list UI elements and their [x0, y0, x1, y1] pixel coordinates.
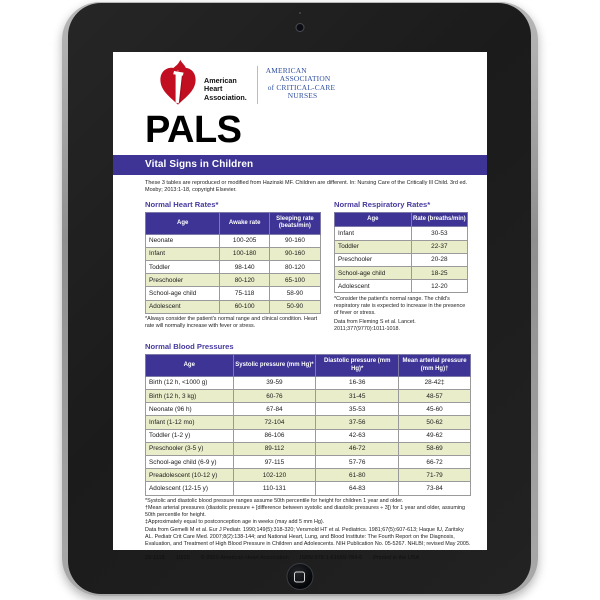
table-cell: 67-84: [233, 403, 316, 416]
blood-pressures-table: [145, 354, 471, 495]
table-cell: 61-80: [316, 469, 399, 482]
table-cell: 102-120: [233, 469, 316, 482]
table-row: [146, 247, 321, 260]
table-cell: Neonate: [146, 234, 220, 247]
aha-logo: [157, 58, 247, 107]
table-cell: 89-112: [233, 442, 316, 455]
table-cell: Preschooler (3-5 y): [146, 442, 234, 455]
heart-torch-icon: [157, 59, 199, 107]
blood-pressures-title: Normal Blood Pressures: [145, 342, 234, 352]
table-cell: 58-90: [269, 287, 320, 300]
text-line: American: [204, 76, 237, 86]
aha-logo-text: [204, 77, 247, 101]
table-cell: 20-28: [411, 253, 467, 266]
blood-pressures-footnotes: [145, 498, 471, 548]
table-cell: Adolescent: [146, 300, 220, 313]
respiratory-rates-section: [334, 200, 468, 333]
table-cell: Toddler: [146, 260, 220, 273]
heart-rates-section: [145, 200, 321, 333]
text-line: Data from Gemelli M et al. Eur J Pediatr. 1990;149(5):318-320; Versmold HT et al. Pediatrics. 1981;67(5):607-613; Haque IU, Zaritsky AL. Pediatr Crit Care Med. 2007;8(2):138-144; and National Heart, Lung, and Blood Institute: The Fourth Report on the Diagnosis, Evaluation, and Treatment of High Blood Pressure in Children and Adolescents. NIH Publication No. 05-5267. NHLBI; revised May 2005.: [145, 526, 471, 547]
table-cell: 80-120: [269, 260, 320, 273]
column-header: Mean arterial pressure (mm Hg)†: [399, 355, 471, 376]
table-cell: Toddler: [335, 240, 412, 253]
table-cell: Infant (1-12 mo): [146, 416, 234, 429]
header-row: [335, 213, 468, 227]
table-cell: 73-84: [399, 482, 471, 495]
table-cell: 64-83: [316, 482, 399, 495]
heart-rates-title: Normal Heart Rates*: [145, 200, 219, 210]
table-row: [146, 416, 471, 429]
upper-tables-row: [145, 200, 471, 333]
text-line: ‡Approximately equal to postconception age in weeks (may add 5 mm Hg).: [145, 519, 325, 526]
table-cell: Birth (12 h, 3 kg): [146, 390, 234, 403]
table-cell: 18-25: [411, 266, 467, 279]
table-row: [146, 482, 471, 495]
table-cell: 65-100: [269, 274, 320, 287]
table-row: [335, 280, 468, 293]
table-cell: 49-62: [399, 429, 471, 442]
table-cell: 31-45: [316, 390, 399, 403]
table-cell: 100-205: [220, 234, 269, 247]
table-row: [146, 300, 321, 313]
table-row: [335, 266, 468, 279]
table-cell: School-age child: [146, 287, 220, 300]
table-cell: 100-180: [220, 247, 269, 260]
heart-rates-footnote: *Always consider the patient's normal range and clinical condition. Heart rate will normally increase with fever or stress.: [145, 316, 318, 330]
home-square-icon: [294, 571, 305, 582]
table-cell: 66-72: [399, 455, 471, 468]
column-header: Awake rate: [220, 213, 269, 234]
text-line: of CRITICAL-CARE: [267, 82, 336, 92]
table-cell: 35-53: [316, 403, 399, 416]
table-cell: 75-118: [220, 287, 269, 300]
table-cell: Adolescent (12-15 y): [146, 482, 234, 495]
text-line: †Mean arterial pressures (diastolic pressure + [difference between systolic and diastolic pressures ÷ 3]) for 1 year and older, assuming 50th percentile for height.: [145, 505, 466, 519]
table-cell: 90-160: [269, 247, 320, 260]
table-row: [146, 376, 471, 389]
table-cell: School-age child (6-9 y): [146, 455, 234, 468]
page-title: PALS: [145, 109, 242, 151]
table-row: [146, 469, 471, 482]
header-row: [146, 213, 321, 234]
table-cell: Infant: [146, 247, 220, 260]
table-cell: 45-60: [399, 403, 471, 416]
column-header: Age: [335, 213, 412, 227]
table-cell: Infant: [335, 227, 412, 240]
text-line: 20-1118: [145, 554, 165, 561]
text-line: NURSES: [287, 90, 318, 100]
heart-rates-table: [145, 212, 321, 314]
respiratory-rates-table: [334, 212, 468, 293]
text-line: Heart: [204, 84, 223, 94]
blood-pressures-section: [145, 342, 471, 547]
table-cell: 12-20: [411, 280, 467, 293]
table-cell: Preschooler: [335, 253, 412, 266]
table-cell: 39-59: [233, 376, 316, 389]
table-cell: 80-120: [220, 274, 269, 287]
tablet-bezel: [68, 3, 531, 594]
table-cell: Preadolescent (10-12 y): [146, 469, 234, 482]
front-camera-icon: [295, 23, 304, 32]
table-cell: 30-53: [411, 227, 467, 240]
table-cell: 60-100: [220, 300, 269, 313]
text-line: © 2020 American Heart Association: [200, 554, 289, 561]
table-row: [146, 274, 321, 287]
column-header: Sleeping rate (beats/min): [269, 213, 320, 234]
table-cell: 28-42‡: [399, 376, 471, 389]
table-cell: 42-63: [316, 429, 399, 442]
aacn-logo-text: [266, 67, 335, 100]
text-line: ISBN 978-1-61669-784-6: [299, 554, 363, 561]
table-cell: 57-76: [316, 455, 399, 468]
table-cell: Birth (12 h, <1000 g): [146, 376, 234, 389]
table-cell: Neonate (96 h): [146, 403, 234, 416]
table-row: [146, 234, 321, 247]
header-row: [146, 355, 471, 376]
tablet-device: [62, 2, 538, 596]
table-cell: 60-76: [233, 390, 316, 403]
table-cell: Preschooler: [146, 274, 220, 287]
table-row: [335, 227, 468, 240]
table-cell: 48-57: [399, 390, 471, 403]
card-footer: [145, 555, 471, 561]
table-cell: 58-69: [399, 442, 471, 455]
table-row: [146, 403, 471, 416]
table-row: [335, 240, 468, 253]
column-header: Rate (breaths/min): [411, 213, 467, 227]
column-header: Systolic pressure (mm Hg)*: [233, 355, 316, 376]
text-line: 10/20: [175, 554, 190, 561]
logo-divider: [257, 66, 258, 104]
column-header: Diastolic pressure (mm Hg)*: [316, 355, 399, 376]
table-cell: 97-115: [233, 455, 316, 468]
column-header: Age: [146, 213, 220, 234]
banner-title: Vital Signs in Children: [113, 155, 487, 175]
table-row: [146, 455, 471, 468]
table-cell: 71-79: [399, 469, 471, 482]
table-cell: 86-106: [233, 429, 316, 442]
table-cell: 110-131: [233, 482, 316, 495]
table-cell: 50-62: [399, 416, 471, 429]
logos-row: [157, 58, 471, 108]
pals-card: [113, 52, 487, 561]
table-row: [146, 442, 471, 455]
mic-dot: [299, 12, 301, 14]
text-line: AMERICAN: [265, 66, 307, 75]
intro-text: These 3 tables are reproduced or modified from Hazinski MF. Children are different. In: Nursing Care of the Critically Ill Child. 3rd ed. Mosby; 2013:1-18, copyright Elsevier.: [145, 179, 468, 194]
table-row: [146, 287, 321, 300]
table-cell: 90-160: [269, 234, 320, 247]
respiratory-rates-source: Data from Fleming S et al. Lancet. 2011;377(9770):1011-1018.: [334, 319, 416, 333]
table-row: [146, 390, 471, 403]
table-cell: 37-56: [316, 416, 399, 429]
table-cell: Toddler (1-2 y): [146, 429, 234, 442]
table-cell: School-age child: [335, 266, 412, 279]
table-cell: Adolescent: [335, 280, 412, 293]
table-cell: 46-72: [316, 442, 399, 455]
tablet-screen: [113, 52, 487, 561]
table-cell: 22-37: [411, 240, 467, 253]
table-cell: 72-104: [233, 416, 316, 429]
column-header: Age: [146, 355, 234, 376]
text-line: Printed in the USA: [373, 554, 420, 561]
table-cell: 50-90: [269, 300, 320, 313]
text-line: ASSOCIATION: [279, 74, 331, 84]
table-cell: 98-140: [220, 260, 269, 273]
text-line: *Systolic and diastolic blood pressure ranges assume 50th percentile for height for children 1 year and older.: [145, 498, 404, 504]
respiratory-rates-footnote: *Consider the patient's normal range. The child's respiratory rate is expected to increase in the presence of fever or stress.: [334, 295, 466, 316]
table-row: [146, 429, 471, 442]
home-button[interactable]: [286, 563, 313, 590]
table-cell: 16-36: [316, 376, 399, 389]
respiratory-rates-title: Normal Respiratory Rates*: [334, 200, 431, 210]
table-row: [146, 260, 321, 273]
table-row: [335, 253, 468, 266]
text-line: Association.: [204, 92, 247, 102]
